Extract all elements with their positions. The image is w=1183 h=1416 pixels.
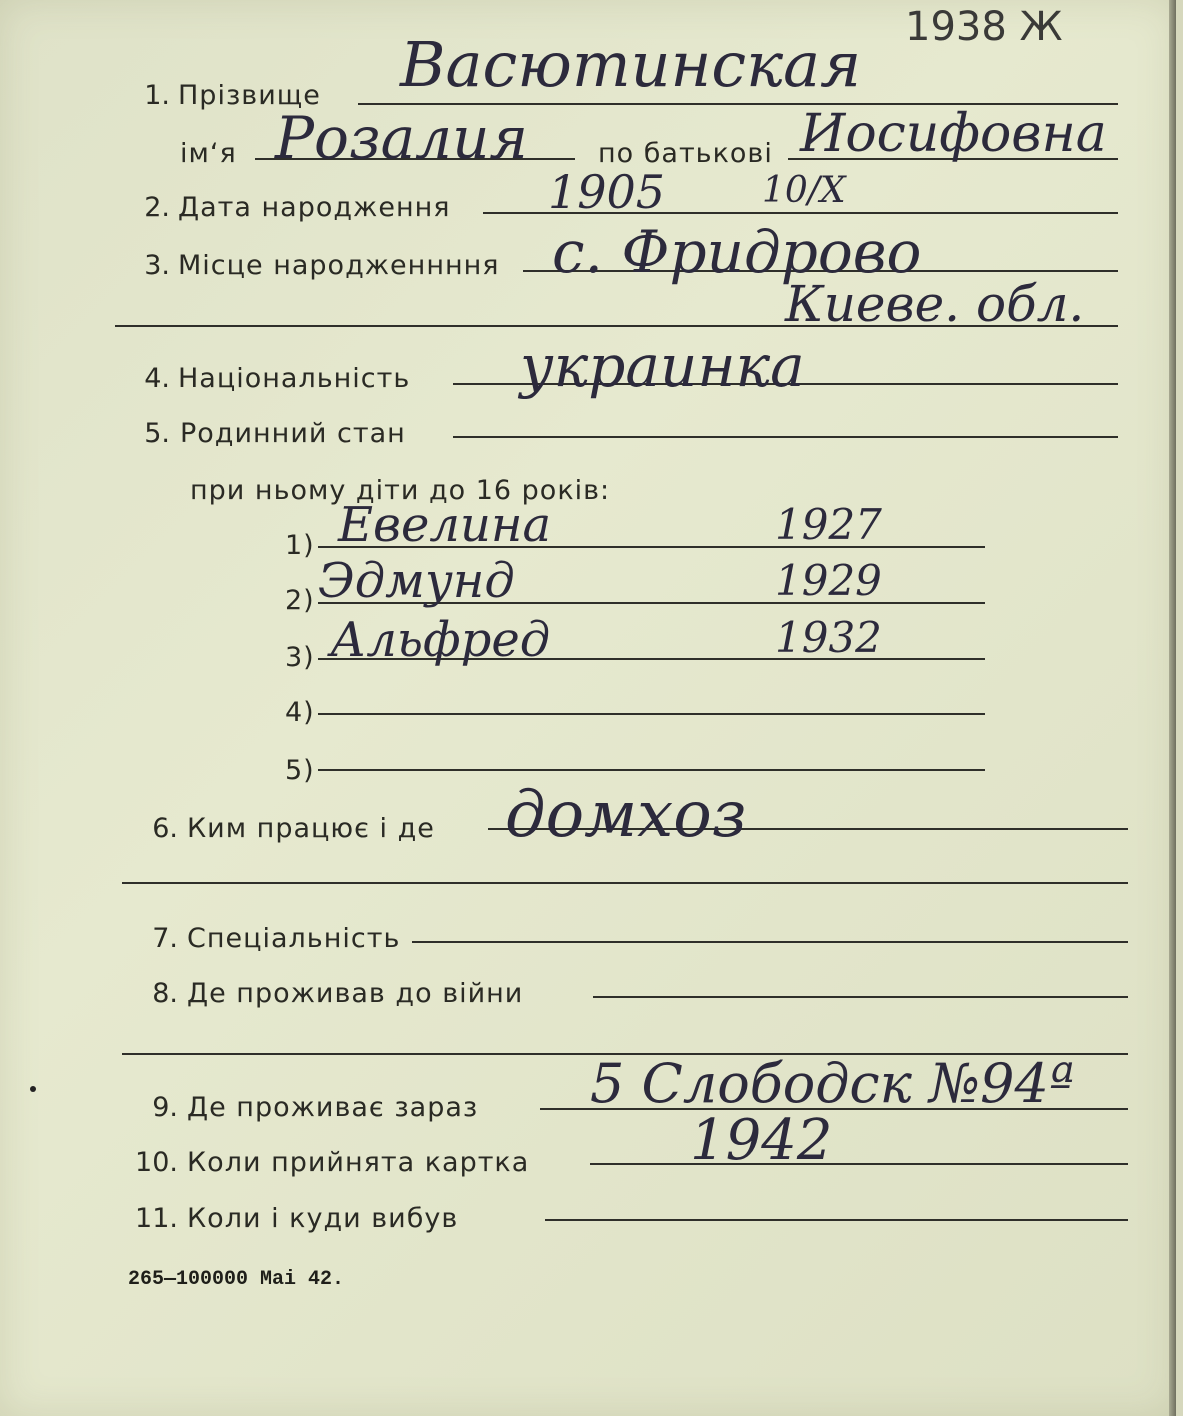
child-2-index: 2) <box>285 585 315 616</box>
child-1-name: Евелина <box>338 497 552 553</box>
field-patronymic-value: Иосифовна <box>800 104 1107 164</box>
card-edge <box>1169 0 1176 1416</box>
field-marital-line <box>453 436 1118 438</box>
field-job-line-2 <box>122 882 1128 884</box>
field-specialty-line <box>412 941 1128 943</box>
field-patronymic-label-text: по батькові <box>598 138 773 169</box>
field-surname-value: Васютинская <box>400 28 862 101</box>
field-prewar-label: Де проживав до війни <box>187 978 524 1009</box>
field-marital-label: Родинний стан <box>180 418 406 449</box>
child-2-year: 1929 <box>775 556 882 605</box>
child-5-index: 5) <box>285 755 315 786</box>
field-2-number: 2. <box>144 192 170 223</box>
field-birthdate-year: 1905 <box>548 165 666 219</box>
print-run-note: 265—100000 Mai 42. <box>128 1268 345 1291</box>
child-5-line <box>318 769 985 771</box>
field-birthdate-label: Дата народження <box>178 192 451 223</box>
field-1-number: 1. <box>144 80 170 111</box>
field-10-number: 10. <box>135 1147 178 1178</box>
field-birthplace-label: Місце народженнння <box>178 250 500 281</box>
ink-dot <box>30 1086 36 1092</box>
field-nationality-label: Національність <box>178 363 411 394</box>
field-name-value: Розалия <box>275 104 528 172</box>
children-label: при ньому діти до 16 років: <box>190 475 611 506</box>
field-5-number: 5. <box>144 418 170 449</box>
field-departed-label: Коли і куди вибув <box>187 1203 459 1234</box>
child-1-year: 1927 <box>775 500 882 549</box>
field-departed-line <box>545 1219 1128 1221</box>
field-surname-label: Прізвище <box>178 80 321 111</box>
field-current-address-value: 5 Слободск №94ª <box>590 1052 1075 1115</box>
field-9-number: 9. <box>152 1092 178 1123</box>
field-job-label: Ким працює і де <box>187 813 435 844</box>
field-card-accepted-value: 1942 <box>690 1108 833 1173</box>
child-1-index: 1) <box>285 530 315 561</box>
field-birthplace-value-1: с. Фридрово <box>552 218 922 286</box>
field-3-number: 3. <box>144 250 170 281</box>
field-card-accepted-line <box>590 1163 1128 1165</box>
field-name-label: ім‘я <box>180 138 237 169</box>
archive-stamp: 1938 Ж <box>905 4 1063 50</box>
child-2-name: Эдмунд <box>318 553 515 609</box>
child-3-index: 3) <box>285 642 315 673</box>
field-birthdate-day: 10/Х <box>762 170 846 211</box>
field-prewar-line <box>593 996 1128 998</box>
child-4-index: 4) <box>285 697 315 728</box>
child-3-year: 1932 <box>775 613 882 662</box>
field-nationality-value: украинка <box>520 332 805 400</box>
field-job-value: домхоз <box>505 778 747 852</box>
field-6-number: 6. <box>152 813 178 844</box>
field-card-accepted-label: Коли прийнята картка <box>187 1147 530 1178</box>
field-11-number: 11. <box>135 1203 178 1234</box>
field-specialty-label: Спеціальність <box>187 923 401 954</box>
field-8-number: 8. <box>152 978 178 1009</box>
field-current-address-label: Де проживає зараз <box>187 1092 479 1123</box>
field-7-number: 7. <box>152 923 178 954</box>
field-birthplace-value-2: Киеве. обл. <box>785 275 1085 333</box>
child-3-name: Альфред <box>330 612 551 668</box>
child-4-line <box>318 713 985 715</box>
field-4-number: 4. <box>144 363 170 394</box>
